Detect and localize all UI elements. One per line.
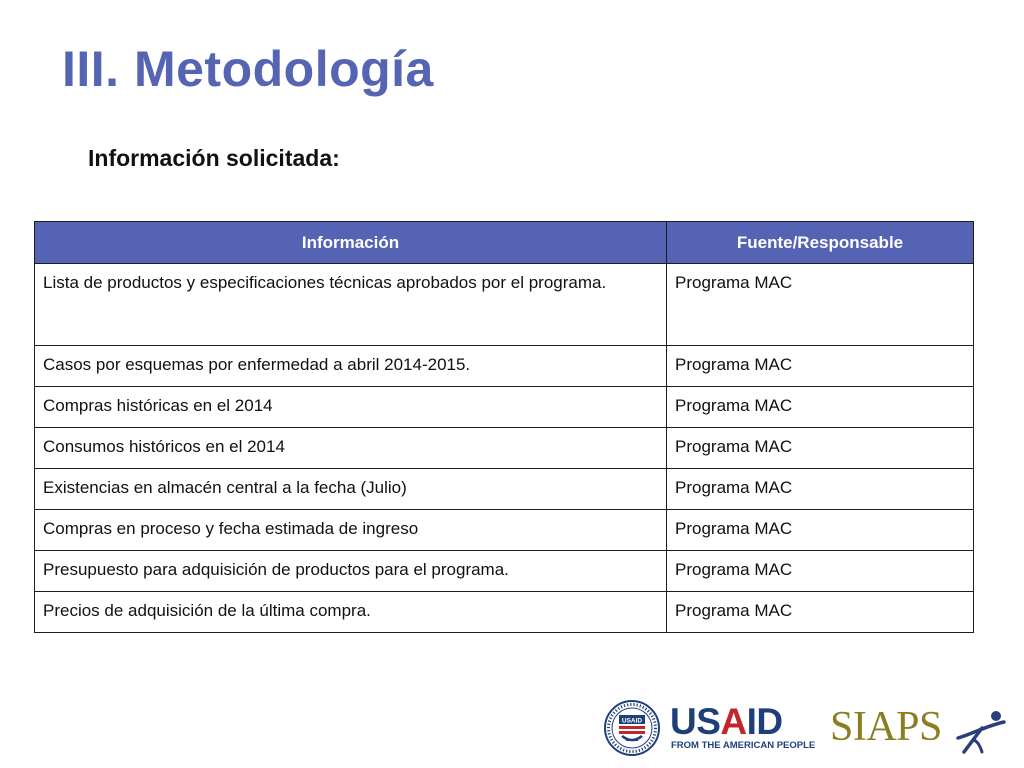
table-cell-fuente: Programa MAC bbox=[667, 387, 974, 428]
information-table bbox=[34, 221, 974, 633]
table-row bbox=[35, 592, 974, 633]
usaid-us: US bbox=[670, 701, 721, 742]
table-row bbox=[35, 510, 974, 551]
table-row bbox=[35, 469, 974, 510]
table-row bbox=[35, 264, 974, 346]
table-cell-informacion: Casos por esquemas por enfermedad a abril 2014-2015. bbox=[35, 346, 667, 387]
table-cell-fuente: Programa MAC bbox=[667, 551, 974, 592]
usaid-tagline: FROM THE AMERICAN PEOPLE bbox=[671, 740, 816, 751]
slide-title: III. Metodología bbox=[62, 41, 434, 97]
siaps-wordmark: SIAPS bbox=[830, 704, 942, 750]
table-cell-informacion: Compras históricas en el 2014 bbox=[35, 387, 667, 428]
table-cell-informacion: Consumos históricos en el 2014 bbox=[35, 428, 667, 469]
footer-logos bbox=[600, 698, 1020, 760]
table-cell-informacion: Presupuesto para adquisición de productos para el programa. bbox=[35, 551, 667, 592]
table-row bbox=[35, 428, 974, 469]
usaid-id: ID bbox=[746, 701, 783, 742]
table-row bbox=[35, 346, 974, 387]
column-header-fuente: Fuente/Responsable bbox=[667, 222, 974, 264]
siaps-figure-icon bbox=[952, 708, 1008, 754]
table-header-row bbox=[35, 222, 974, 264]
table-row bbox=[35, 551, 974, 592]
table-cell-fuente: Programa MAC bbox=[667, 510, 974, 551]
table-cell-fuente: Programa MAC bbox=[667, 592, 974, 633]
usaid-seal-icon bbox=[604, 700, 660, 756]
column-header-informacion: Información bbox=[35, 222, 667, 264]
table-cell-informacion: Compras en proceso y fecha estimada de ingreso bbox=[35, 510, 667, 551]
table-cell-informacion: Lista de productos y especificaciones técnicas aprobados por el programa. bbox=[35, 264, 667, 346]
table-cell-informacion: Existencias en almacén central a la fecha (Julio) bbox=[35, 469, 667, 510]
table-row bbox=[35, 387, 974, 428]
table-cell-fuente: Programa MAC bbox=[667, 264, 974, 346]
usaid-wordmark bbox=[670, 702, 783, 742]
table-cell-fuente: Programa MAC bbox=[667, 428, 974, 469]
table-cell-fuente: Programa MAC bbox=[667, 346, 974, 387]
usaid-a: A bbox=[720, 701, 747, 742]
table-cell-informacion: Precios de adquisición de la última compra. bbox=[35, 592, 667, 633]
table-cell-fuente: Programa MAC bbox=[667, 469, 974, 510]
slide-subtitle: Información solicitada: bbox=[88, 145, 340, 171]
seal-text: USAID bbox=[621, 717, 643, 725]
